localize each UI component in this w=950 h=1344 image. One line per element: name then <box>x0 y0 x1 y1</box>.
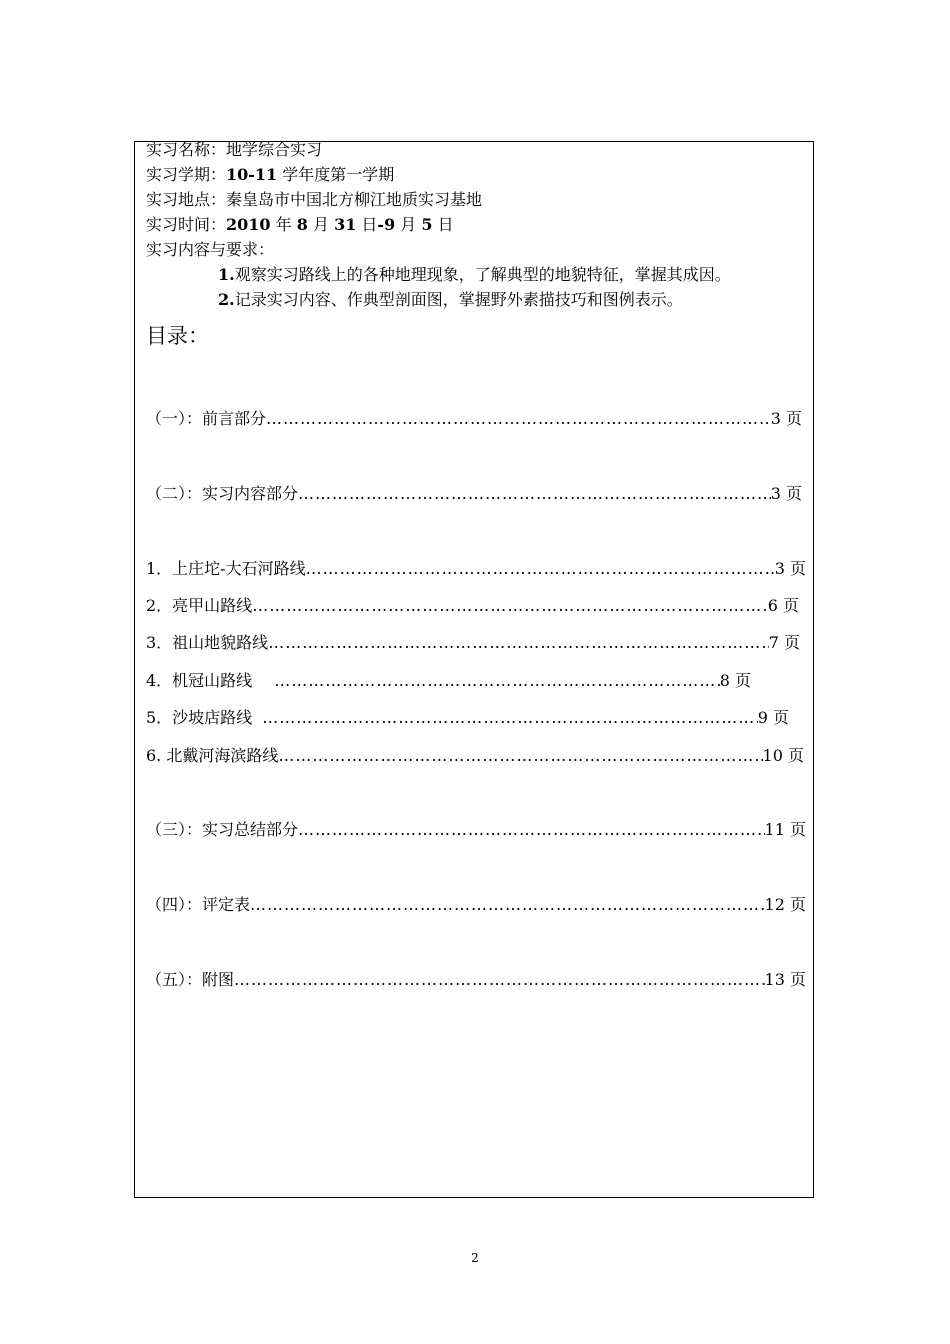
toc-item-title: 3．祖山地貌路线 <box>146 633 269 652</box>
requirement-1-text: 观察实习路线上的各种地理现象，了解典型的地貌特征，掌握其成因。 <box>234 265 731 284</box>
toc-item-page: 12 页 <box>764 895 806 914</box>
requirement-2 <box>218 289 683 311</box>
content-requirements-label: 实习内容与要求： <box>146 240 275 259</box>
internship-time-label: 实习时间： <box>146 215 227 234</box>
toc-leader-dots <box>278 745 762 767</box>
toc-item <box>146 632 800 654</box>
toc-item-page: 3 页 <box>770 409 802 428</box>
toc-item <box>146 595 799 617</box>
toc-item-page: 3 页 <box>770 484 802 503</box>
toc-item <box>146 969 806 991</box>
toc-item-title: （二）：实习内容部分 <box>146 484 299 503</box>
toc-item-page: 13 页 <box>764 970 806 989</box>
toc-item <box>146 408 802 430</box>
toc-item <box>146 894 806 916</box>
time-month-start: 8 <box>296 215 308 234</box>
toc-item-title: （一）：前言部分 <box>146 409 267 428</box>
toc-leader-dots <box>274 670 720 692</box>
toc-leader-dots <box>262 707 758 729</box>
toc-item <box>146 707 789 729</box>
toc-item <box>146 819 806 841</box>
toc-item-title: （四）：评定表 <box>146 895 251 914</box>
toc-leader-dots <box>234 969 765 991</box>
page-number: 2 <box>471 1251 479 1265</box>
toc-item <box>146 745 804 767</box>
requirement-1 <box>218 264 731 286</box>
requirement-2-number: 2. <box>218 290 235 309</box>
toc-item-title: 4．机冠山路线 <box>146 671 253 690</box>
toc-item-title: （三）：实习总结部分 <box>146 820 299 839</box>
toc-item-page: 6 页 <box>767 596 799 615</box>
internship-name-value: 地学综合实习 <box>226 140 323 159</box>
time-month-unit-start: 月 <box>307 215 335 234</box>
time-range-end-month: -9 <box>377 215 396 234</box>
toc-leader-dots <box>298 483 771 505</box>
toc-item <box>146 558 806 580</box>
toc-item-page: 3 页 <box>774 559 806 578</box>
time-year-unit: 年 <box>270 215 297 234</box>
toc-item-page: 8 页 <box>719 671 751 690</box>
toc-leader-dots <box>306 558 775 580</box>
time-day-unit-start: 日 <box>356 215 378 234</box>
toc-leader-dots <box>298 819 765 841</box>
time-year: 2010 <box>226 215 271 234</box>
internship-time-line <box>146 214 454 236</box>
internship-name-line <box>146 139 322 161</box>
toc-item-title: 5．沙坡店路线 <box>146 708 253 727</box>
toc-item-title: 1．上庄坨-大石河路线 <box>146 559 306 578</box>
toc-item-page: 7 页 <box>768 633 800 652</box>
internship-name-label: 实习名称： <box>146 140 227 159</box>
toc-leader-dots <box>266 408 771 430</box>
toc-item <box>146 670 751 692</box>
internship-term-years: 10-11 <box>226 165 278 184</box>
internship-term-label: 实习学期： <box>146 165 227 184</box>
time-day-unit-end: 日 <box>432 215 454 234</box>
toc-item-title: 2．亮甲山路线 <box>146 596 253 615</box>
time-day-start: 31 <box>334 215 357 234</box>
toc-item-page: 10 页 <box>762 746 804 765</box>
internship-place-label: 实习地点： <box>146 190 227 209</box>
toc-leader-dots <box>268 632 769 654</box>
requirement-2-text: 记录实习内容、作典型剖面图，掌握野外素描技巧和图例表示。 <box>234 290 683 309</box>
toc-item-page: 11 页 <box>764 820 806 839</box>
internship-term-line <box>146 164 394 186</box>
toc-item-title: 6. 北戴河海滨路线 <box>146 746 279 765</box>
internship-place-line <box>146 189 482 211</box>
toc-item-title: （五）：附图 <box>146 970 235 989</box>
time-day-end: 5 <box>421 215 433 234</box>
internship-place-value: 秦皇岛市中国北方柳江地质实习基地 <box>226 190 483 209</box>
toc-leader-dots <box>250 894 765 916</box>
internship-term-rest: 学年度第一学期 <box>277 165 395 184</box>
toc-leader-dots <box>252 595 768 617</box>
toc-item-page: 9 页 <box>757 708 789 727</box>
time-month-unit-end: 月 <box>395 215 422 234</box>
requirement-1-number: 1. <box>218 265 235 284</box>
toc-heading: 目录： <box>146 324 209 348</box>
toc-item <box>146 483 802 505</box>
